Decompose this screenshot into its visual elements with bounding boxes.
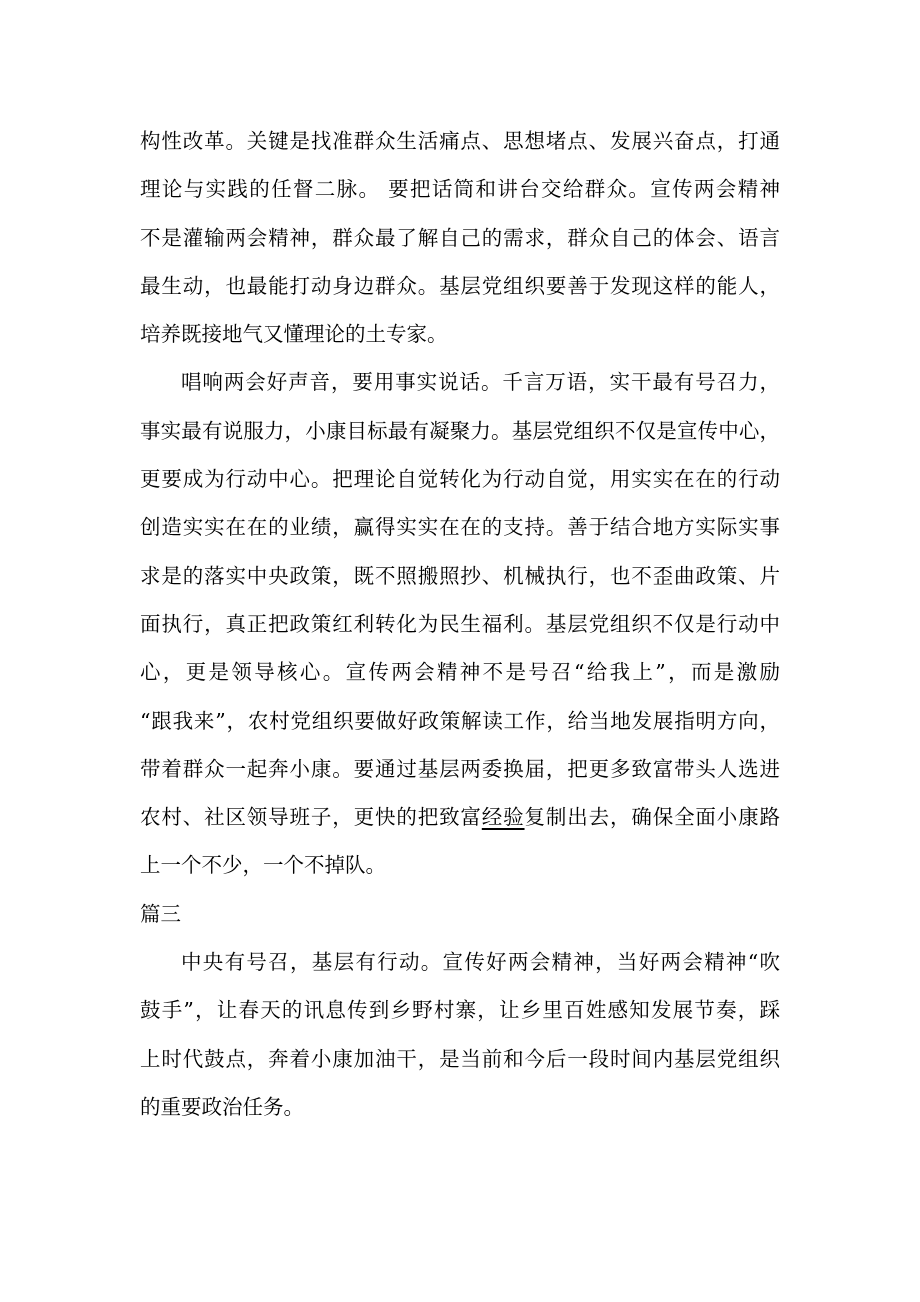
paragraph-line: 构性改革。关键是找准群众生活痛点、思想堵点、发展兴奋点，打通 xyxy=(140,129,780,153)
paragraph-line: 最生动，也最能打动身边群众。基层党组织要善于发现这样的能人， xyxy=(140,273,780,298)
paragraph-line: 心，更是领导核心。宣传两会精神不是号召“给我上”，而是激励 xyxy=(140,660,780,685)
paragraph-line: 上一个不少，一个不掉队。 xyxy=(140,853,386,878)
line-text: 农村、社区领导班子，更快的把致富 xyxy=(140,805,482,830)
paragraph-line: 求是的落实中央政策，既不照搬照抄、机械执行，也不歪曲政策、片 xyxy=(140,563,780,588)
paragraph-line: 培养既接地气又懂理论的土专家。 xyxy=(140,322,448,347)
paragraph-line: 理论与实践的任督二脉。 要把话筒和讲台交给群众。宣传两会精神 xyxy=(140,177,780,202)
paragraph-line: 唱响两会好声音，要用事实说话。千言万语，实干最有号召力， xyxy=(181,370,780,395)
paragraph-3 xyxy=(140,938,780,1131)
paragraph-line: 上时代鼓点，奔着小康加油干，是当前和今后一段时间内基层党组织 xyxy=(140,1046,780,1071)
document-body xyxy=(140,117,780,1131)
paragraph-line: 更要成为行动中心。把理论自觉转化为行动自觉，用实实在在的行动 xyxy=(140,467,780,492)
paragraph-2 xyxy=(140,358,780,889)
paragraph-line: 鼓手”，让春天的讯息传到乡野村寨，让乡里百姓感知发展节奏，踩 xyxy=(140,998,780,1023)
paragraph-line: “跟我来”，农村党组织要做好政策解读工作，给当地发展指明方向， xyxy=(140,708,780,733)
underlined-term: 经验 xyxy=(481,805,525,830)
paragraph-line: 面执行，真正把政策红利转化为民生福利。基层党组织不仅是行动中 xyxy=(140,611,780,636)
paragraph-line: 带着群众一起奔小康。要通过基层两委换届，把更多致富带头人选进 xyxy=(140,756,780,781)
paragraph-1 xyxy=(140,117,780,358)
paragraph-line xyxy=(140,793,780,841)
line-text: 复制出去，确保全面小康路 xyxy=(524,805,781,830)
paragraph-line: 中央有号召，基层有行动。宣传好两会精神，当好两会精神“吹 xyxy=(181,950,780,975)
paragraph-line: 的重要政治任务。 xyxy=(140,1094,304,1119)
paragraph-line: 创造实实在在的业绩，赢得实实在在的支持。善于结合地方实际实事 xyxy=(140,515,780,540)
paragraph-line: 不是灌输两会精神，群众最了解自己的需求，群众自己的体会、语言 xyxy=(140,225,780,250)
paragraph-line: 事实最有说服力，小康目标最有凝聚力。基层党组织不仅是宣传中心， xyxy=(140,418,780,443)
section-heading: 篇三 xyxy=(140,901,181,926)
